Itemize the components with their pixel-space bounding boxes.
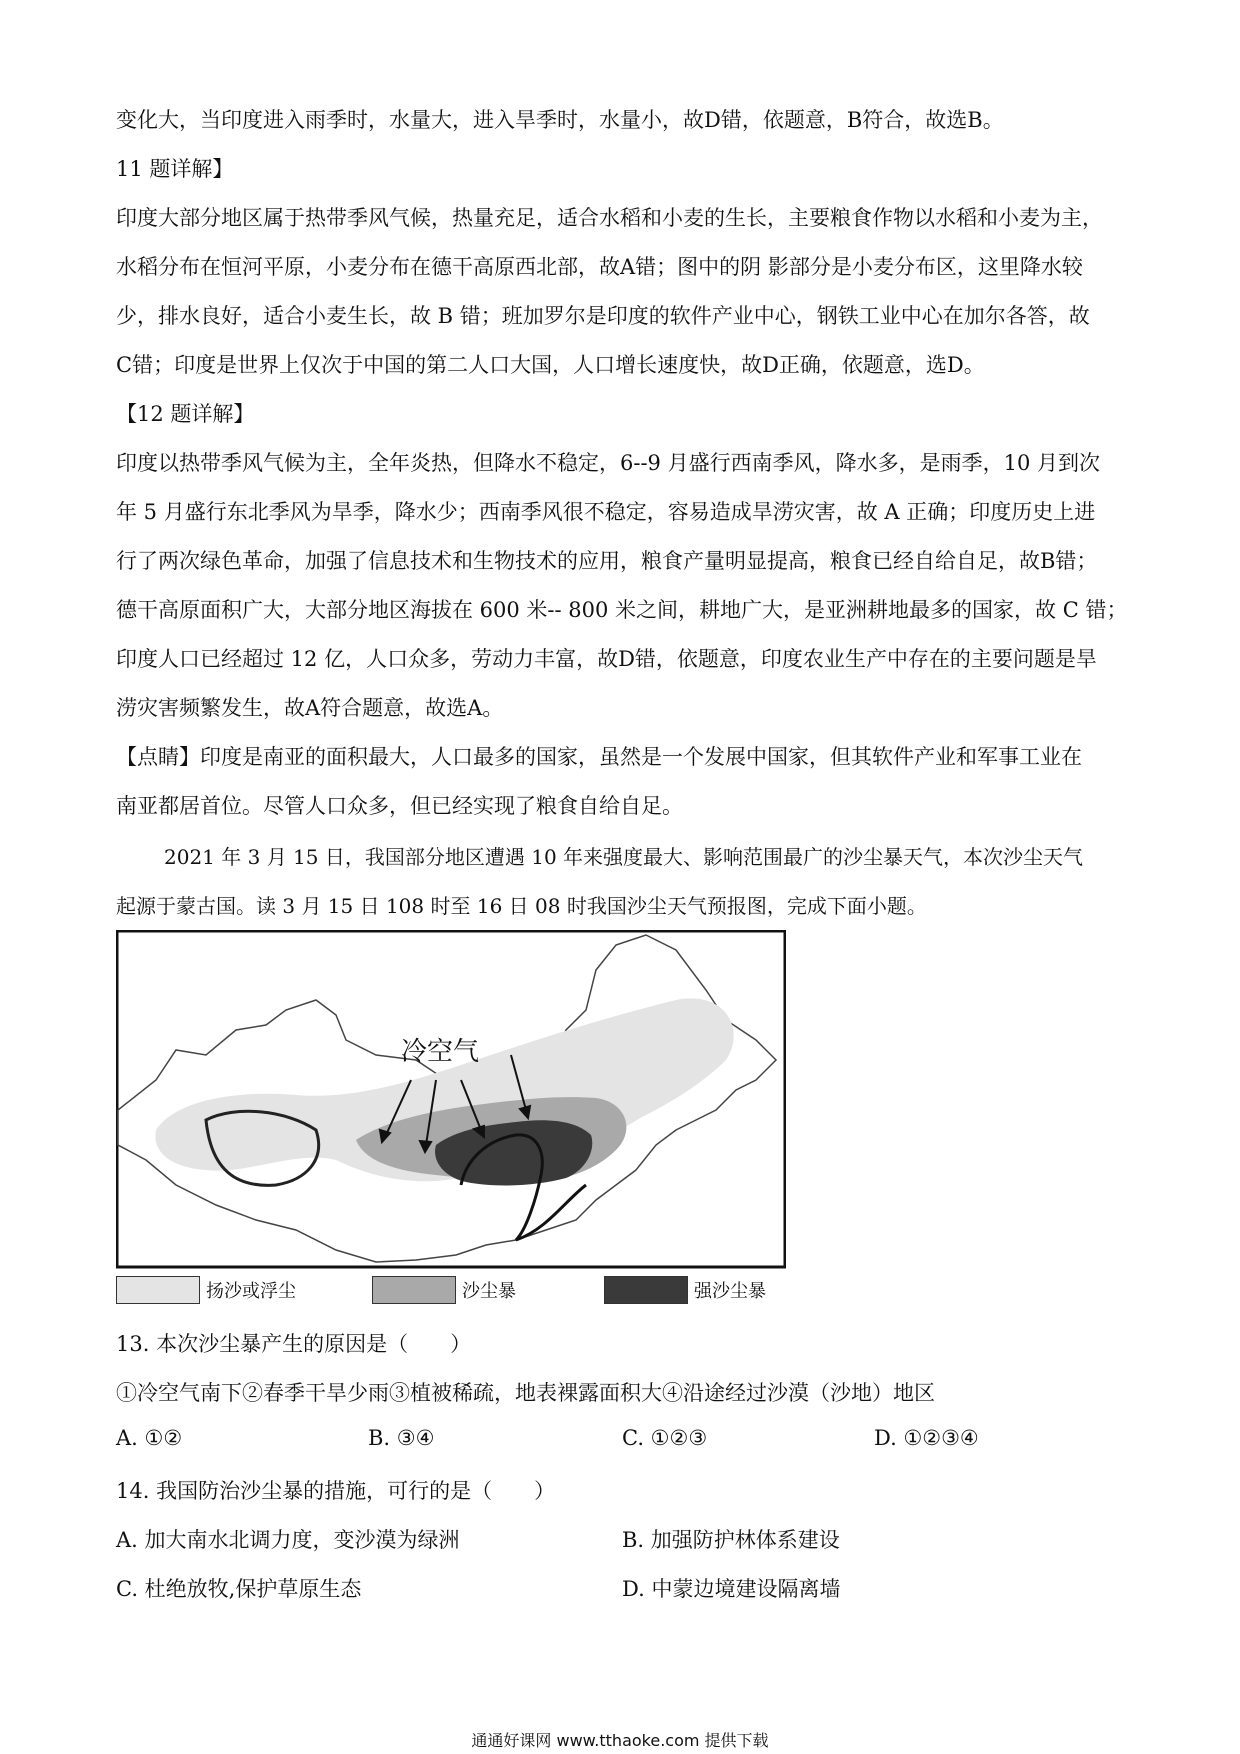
q11-explanation [116,194,1130,390]
q14-option-d[interactable]: D. 中蒙边境建设隔离墙 [622,1577,841,1601]
legend-item-strong [604,1276,766,1304]
text-line: 印度以热带季风气候为主，全年炎热，但降水不稳定，6--9 月盛行西南季风，降水多，是雨季，10 月到次 [116,451,1100,475]
q13-statement: ①冷空气南下②春季干旱少雨③植被稀疏，地表裸露面积大④沿途经过沙漠（沙地）地区 [116,1381,935,1405]
q13-option-b[interactable]: B. ③④ [368,1426,435,1450]
page-footer: 通通好课网 www.tthaoke.com 提供下载 [471,1731,769,1750]
legend-item-medium [372,1276,516,1304]
section-heading: 11 题详解】 [116,157,234,181]
q13-stem: 13. 本次沙尘暴产生的原因是（ ） [116,1332,472,1356]
text-line: C错；印度是世界上仅次于中国的第二人口大国，人口增长速度快，故D正确，依题意，选D。 [116,353,985,377]
q13-option-d[interactable]: D. ①②③④ [874,1426,979,1450]
text-line: 2021 年 3 月 15 日，我国部分地区遭遇 10 年来强度最大、影响范围最广的沙尘暴天气，本次沙尘天气 [164,845,1084,869]
section-heading: 【12 题详解】 [116,402,255,426]
text-line: 涝灾害频繁发生，故A符合题意，故选A。 [116,696,504,720]
text-line: 南亚都居首位。尽管人口众多，但已经实现了粮食自给自足。 [116,794,683,818]
legend-swatch-medium [372,1276,456,1304]
q13-option-a[interactable]: A. ①② [116,1426,183,1450]
legend-swatch-light [116,1276,200,1304]
q14-option-c[interactable]: C. 杜绝放牧,保护草原生态 [116,1577,362,1601]
material-intro [116,833,1130,931]
text-line: 少，排水良好，适合小麦生长，故 B 错；班加罗尔是印度的软件产业中心，钢铁工业中心在加尔各答，故 [116,304,1090,328]
q13-option-c[interactable]: C. ①②③ [622,1426,708,1450]
map-figure [116,930,786,1270]
q14-stem: 14. 我国防治沙尘暴的措施，可行的是（ ） [116,1479,556,1503]
legend-label: 沙尘暴 [462,1281,516,1302]
text-line: 起源于蒙古国。读 3 月 15 日 108 时至 16 日 08 时我国沙尘天气预报图，完成下面小题。 [116,894,927,918]
text-line: 印度大部分地区属于热带季风气候，热量充足，适合水稻和小麦的生长，主要粮食作物以水稻和小麦为主， [116,206,1103,230]
legend-item-light [116,1276,296,1304]
legend-label: 扬沙或浮尘 [206,1281,296,1302]
q14-option-b[interactable]: B. 加强防护林体系建设 [622,1528,840,1552]
cold-air-label: 冷空气 [401,1037,480,1067]
q10-explanation-tail [116,96,1130,145]
legend-label: 强沙尘暴 [694,1281,766,1302]
text-line: 行了两次绿色革命，加强了信息技术和生物技术的应用，粮食产量明显提高，粮食已经自给自足，故B错； [116,549,1098,573]
q14-option-a[interactable]: A. 加大南水北调力度，变沙漠为绿洲 [116,1528,460,1552]
q11-heading [116,145,1130,194]
sandstorm-forecast-map [116,930,786,1302]
legend-swatch-strong [604,1276,688,1304]
q12-explanation [116,439,1130,733]
dianjing-note [116,733,1130,831]
text-line: 印度人口已经超过 12 亿，人口众多，劳动力丰富，故D错，依题意，印度农业生产中存在的主要问题是旱 [116,647,1097,671]
text-line: 年 5 月盛行东北季风为旱季，降水少；西南季风很不稳定，容易造成旱涝灾害，故 A 正确；印度历史上进 [116,500,1096,524]
text-line: 水稻分布在恒河平原，小麦分布在德干高原西北部，故A错；图中的阴 影部分是小麦分布区，这里降水较 [116,255,1083,279]
text-line: 【点睛】印度是南亚的面积最大，人口最多的国家，虽然是一个发展中国家，但其软件产业和军事工业在 [116,745,1082,769]
text-line: 变化大，当印度进入雨季时，水量大，进入旱季时，水量小，故D错，依题意，B符合，故选B。 [116,108,1004,132]
q12-heading [116,390,1130,439]
text-line: 德干高原面积广大，大部分地区海拔在 600 米-- 800 米之间，耕地广大，是亚洲耕地最多的国家，故 C 错； [116,598,1128,622]
